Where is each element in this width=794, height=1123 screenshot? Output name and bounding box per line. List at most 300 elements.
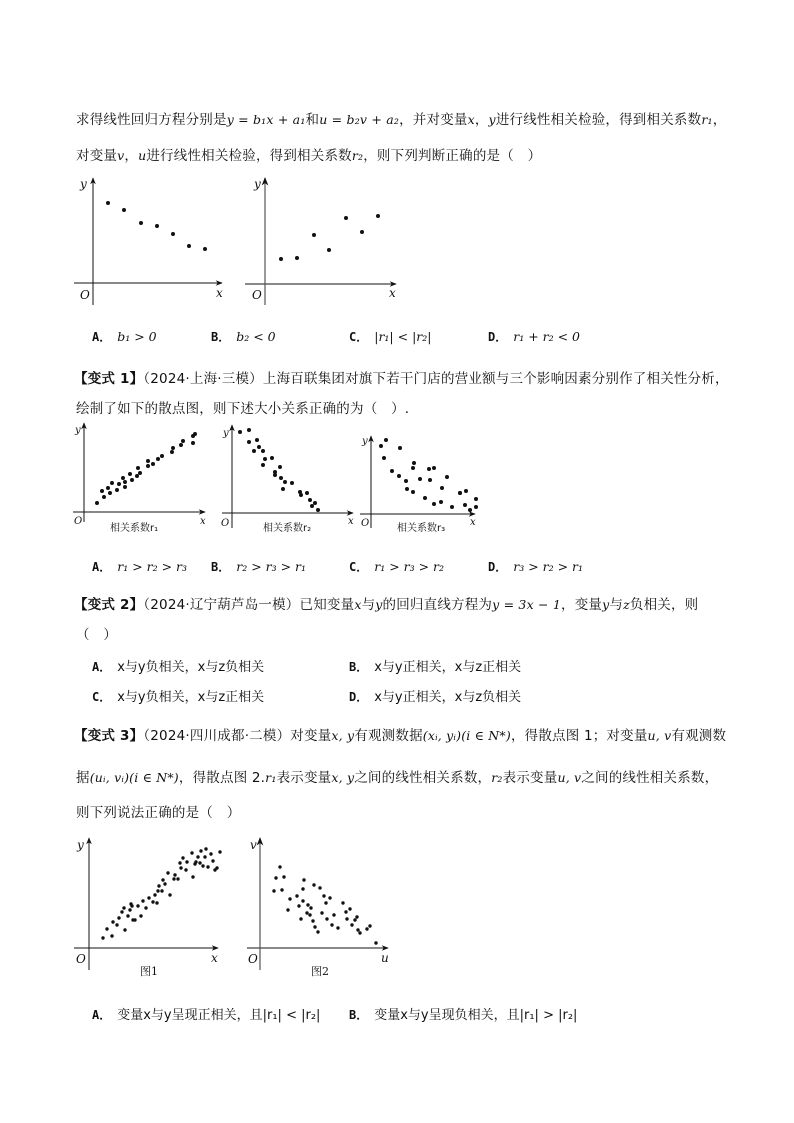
data-point [141,899,144,902]
text: 之间的线性相关系数， [354,770,492,786]
data-point [168,893,171,896]
option-label: A． [92,560,112,574]
option-b[interactable] [211,558,306,575]
data-point [191,875,194,878]
option-b[interactable] [349,1004,577,1023]
text: 进行线性相关检验，得到相关系数 [495,112,702,128]
data-point [324,901,327,904]
option-text: x与z负相关 [197,660,265,675]
option-d[interactable] [488,558,583,575]
data-point [450,505,454,509]
svg-text:x: x [348,516,354,527]
data-point [263,457,267,461]
data-point [171,232,175,236]
option-text: x与y正相关， [374,690,455,705]
data-point [179,443,183,447]
data-point [282,875,285,878]
data-point [358,931,361,934]
data-point [147,896,150,899]
data-point [365,927,368,930]
data-point [297,904,300,907]
data-point [360,230,364,234]
data-point [196,855,199,858]
caption-r3: 相关系数r₃ [397,523,446,534]
data-point [390,469,394,473]
data-point [194,860,197,863]
variant-source: （2024·上海·三模） [143,371,263,387]
variant-tag: 【变式 2】 [74,597,144,613]
option-text: r₃ > r₂ > r₁ [513,559,584,574]
origin-label: O [252,288,262,302]
data-point [384,438,388,442]
data-point [306,903,309,906]
data-point [110,934,113,937]
data-point [247,440,251,444]
option-text: x与z负相关 [454,690,522,705]
data-point [105,927,108,930]
option-label: A． [92,330,112,344]
data-point [191,441,195,445]
origin-label: O [80,288,90,302]
caption-r2: 相关系数r₂ [263,523,312,534]
text: 进行线性相关检验，得到相关系数 [146,148,352,164]
data-point [171,446,175,450]
svg-text:x: x [211,951,218,965]
data-point [355,915,358,918]
data-point [153,893,156,896]
data-point [308,498,312,502]
data-point [155,901,158,904]
data-point [445,475,449,479]
data-point [278,865,281,868]
option-label: A． [92,1008,112,1022]
data-point [423,496,427,500]
text: 有观测数 [671,728,727,744]
data-point [193,432,197,436]
data-point [464,489,468,493]
option-label: D． [488,560,508,574]
data-point [458,491,462,495]
data-point [106,201,110,205]
option-text: x与z正相关 [454,660,522,675]
data-point [332,913,335,916]
data-point [173,873,176,876]
option-text: x与y负相关， [117,660,198,675]
option-label: D． [349,690,369,704]
data-point [255,438,259,442]
data-point [474,505,478,509]
data-point [179,866,182,869]
data-point [295,894,298,897]
data-set-2: (uᵢ, vᵢ)(i ∈ N*) [89,770,179,785]
scatter-plot-r3 [360,436,478,534]
data-point [288,897,291,900]
data-point [412,461,416,465]
data-point [108,491,112,495]
svg-text:y: y [75,425,81,436]
data-point [379,444,383,448]
text: 绘制了如下的散点图，则下述大小关系正确的为（ ）. [76,401,410,417]
data-point [376,214,380,218]
var-y: y [602,597,610,612]
var-r1: r₁ [265,770,277,785]
data-point [278,465,282,469]
scatter-plot-r2 [221,425,354,534]
data-point [286,908,289,911]
text: 与 [609,597,624,613]
data-point [163,882,166,885]
option-label: C． [92,690,112,704]
data-point [279,476,283,480]
data-point [130,904,133,907]
data-point [101,936,104,939]
option-text: x与y负相关， [117,690,198,705]
text: 与 [361,597,376,613]
data-point [176,877,179,880]
text: 已知变量 [299,597,355,613]
data-point [316,930,319,933]
data-point [350,923,353,926]
x-axis-label: x [216,286,223,300]
text: 对变量 [76,148,118,164]
data-point [356,928,359,931]
data-point [138,471,142,475]
var-x: x [467,112,475,127]
data-point [427,467,431,471]
data-point [312,883,315,886]
option-text: x与z正相关 [197,690,265,705]
text: ， [124,148,139,164]
data-point [238,430,242,434]
data-point [302,878,305,881]
option-text: r₁ > r₂ > r₃ [117,559,188,574]
data-point [312,233,316,237]
data-point [121,476,125,480]
var-y: y [488,112,496,127]
option-d[interactable] [488,328,580,345]
scatter-dots [95,432,197,505]
scatter-plot-intro-left [74,177,223,305]
scatter-plot-fig2 [247,838,389,978]
data-point [374,941,377,944]
data-point [117,482,121,486]
text: ，变量 [561,597,603,613]
option-a[interactable] [92,656,264,675]
data-point [299,917,302,920]
text: 则下列说法正确的是（ ） [76,805,241,821]
equation-2: u = b₂v + a₂ [319,112,400,127]
data-point [353,918,356,921]
data-point [305,491,309,495]
option-label: C． [349,560,369,574]
data-point [404,479,408,483]
data-point [257,445,261,449]
data-point [211,859,214,862]
data-point [247,428,251,432]
svg-text:v: v [250,838,257,852]
data-point [341,901,344,904]
option-text: r₁ > r₃ > r₂ [374,559,445,574]
data-point [405,487,409,491]
var-r2: r₂ [491,770,503,785]
svg-text:y: y [223,428,229,439]
text: 上海百联集团对旗下若干门店的营业额与三个影响因素分别作了相关性分析， [262,371,729,387]
data-point [432,466,436,470]
scatter-dots [101,847,221,939]
data-point [203,855,206,858]
data-point [170,450,174,454]
scatter-plot-fig1 [74,838,222,978]
data-point [95,501,99,505]
text: 求得线性回归方程分别是 [76,112,227,128]
data-point [295,256,299,260]
var-x: x [354,597,362,612]
svg-text:O: O [74,516,83,527]
data-point [115,923,118,926]
data-point [272,889,275,892]
var-y: y [375,597,383,612]
data-point [418,477,422,481]
data-set-1: (xᵢ, yᵢ)(i ∈ N*) [422,728,511,743]
data-point [328,896,331,899]
data-point [123,485,127,489]
option-text: r₂ > r₃ > r₁ [236,559,307,574]
variant1-line-2 [76,397,409,417]
svg-text:y: y [362,436,368,447]
data-point [440,486,444,490]
option-label: C． [349,330,369,344]
option-text: 变量x与y呈现正相关，且|r₁| < |r₂| [117,1008,321,1023]
text: ，得散点图 1；对变量 [510,728,648,744]
svg-text:u: u [381,951,389,965]
text: 表示变量 [502,770,558,786]
data-point [301,899,304,902]
data-point [308,913,311,916]
svg-text:O: O [221,518,230,529]
data-point [311,919,314,922]
option-text: b₁ > 0 [117,329,157,344]
data-point [181,856,184,859]
data-point [120,910,123,913]
data-point [110,481,114,485]
data-point [215,866,218,869]
data-point [139,221,143,225]
data-point [111,920,114,923]
text: 的回归直线方程为 [382,597,493,613]
text: ， [474,112,489,128]
data-point [310,504,314,508]
vars-xy: x, y [331,728,355,743]
data-point [135,474,139,478]
data-point [318,886,321,889]
data-point [432,502,436,506]
text: （ ） [76,627,118,643]
option-b[interactable] [211,328,276,345]
option-text: b₂ < 0 [236,329,276,344]
variant2-line-2 [76,623,117,643]
variant-tag: 【变式 3】 [74,728,144,744]
data-point [474,497,478,501]
data-point [160,454,164,458]
var-r2: r₂ [351,148,364,163]
text: ，则下列判断正确的是（ ） [363,148,542,164]
data-point [187,244,191,248]
option-b[interactable] [349,656,521,675]
data-point [100,489,104,493]
data-point [206,865,209,868]
data-point [336,926,339,929]
data-point [128,908,131,911]
text: ， [712,112,727,128]
option-c[interactable] [349,328,431,345]
data-point [398,446,402,450]
text: 和 [305,112,320,128]
data-point [290,481,294,485]
data-point [382,456,386,460]
variant3-line-1 [74,724,726,744]
data-point [115,488,119,492]
data-point [172,877,175,880]
option-a[interactable] [92,558,187,575]
text: 之间的线性相关系数， [581,770,719,786]
scatter-dots [238,428,320,512]
data-point [439,500,443,504]
data-point [345,917,348,920]
var-v: v [117,148,125,163]
svg-text:x: x [200,516,206,527]
data-point [126,914,129,917]
scatter-dots [279,214,380,261]
var-r1: r₁ [701,112,713,127]
data-point [344,910,347,913]
option-label: B． [211,330,231,344]
data-point [313,501,317,505]
option-a[interactable] [92,1004,320,1023]
data-point [273,473,277,477]
scatter-dots [272,865,377,944]
option-c[interactable] [349,558,444,575]
data-point [123,480,127,484]
x-axis-label: x [389,286,396,300]
regression-equation: y = 3x − 1 [492,597,561,612]
vars-uv: u, v [557,770,582,785]
option-label: A． [92,660,112,674]
caption-fig1: 图1 [140,965,158,978]
data-point [136,466,140,470]
variant-tag: 【变式 1】 [74,371,144,387]
data-point [122,208,126,212]
var-u: u [138,148,147,163]
data-point [279,257,283,261]
option-text: 变量x与y呈现负相关，且|r₁| > |r₂| [374,1008,578,1023]
data-point [320,911,323,914]
data-point [123,928,126,931]
data-point [133,918,136,921]
data-point [468,508,472,512]
data-point [203,247,207,251]
option-label: D． [488,330,508,344]
data-point [330,923,333,926]
data-point [313,925,316,928]
data-point [157,884,160,887]
data-point [144,906,147,909]
data-point [198,861,201,864]
variant3-line-2 [76,766,718,786]
data-point [309,906,312,909]
option-c[interactable] [92,686,264,705]
data-point [117,916,120,919]
data-point [463,503,467,507]
data-point [139,914,142,917]
option-text: |r₁| < |r₂| [374,329,432,344]
data-point [155,224,159,228]
data-point [199,849,202,852]
option-label: B． [349,660,369,674]
data-point [209,852,212,855]
option-a[interactable] [92,328,157,345]
variant1-line-1 [74,367,729,387]
vars-xy: x, y [331,770,355,785]
data-point [281,487,285,491]
data-point [261,449,265,453]
data-point [146,459,150,463]
data-point [305,911,308,914]
data-point [261,463,265,467]
scatter-plot-r1 [73,423,206,534]
option-text: x与y正相关， [374,660,455,675]
scatter-dots [106,201,207,251]
data-point [270,456,274,460]
text: 对变量 [290,728,332,744]
data-point [156,889,159,892]
data-point [102,495,106,499]
equation-1: y = b₁x + a₁ [226,112,306,127]
y-axis-label: y [80,177,87,191]
data-point [348,907,351,910]
data-point [322,894,325,897]
text: 表示变量 [276,770,332,786]
data-point [411,490,415,494]
data-point [280,888,283,891]
data-point [283,480,287,484]
data-point [178,861,181,864]
svg-text:O: O [361,518,370,529]
y-axis-label: y [254,177,261,191]
variant3-line-3 [76,801,240,821]
data-point [411,466,415,470]
data-point [274,876,277,879]
data-point [166,871,169,874]
data-point [156,457,160,461]
data-point [181,439,185,443]
scatter-dots [379,438,478,512]
data-point [299,493,303,497]
data-point [344,216,348,220]
variant-source: （2024·辽宁葫芦岛一模） [143,597,300,613]
svg-text:y: y [77,838,84,852]
caption-fig2: 图2 [311,965,329,978]
data-point [128,472,132,476]
text: ，得散点图 2. [178,770,266,786]
data-point [151,462,155,466]
option-d[interactable] [349,686,521,705]
scatter-plot-intro-right [245,177,396,305]
text: 有观测数据 [354,728,423,744]
option-text: r₁ + r₂ < 0 [513,329,581,344]
data-point [252,449,256,453]
data-point [146,464,150,468]
variant2-line-1 [74,593,698,613]
